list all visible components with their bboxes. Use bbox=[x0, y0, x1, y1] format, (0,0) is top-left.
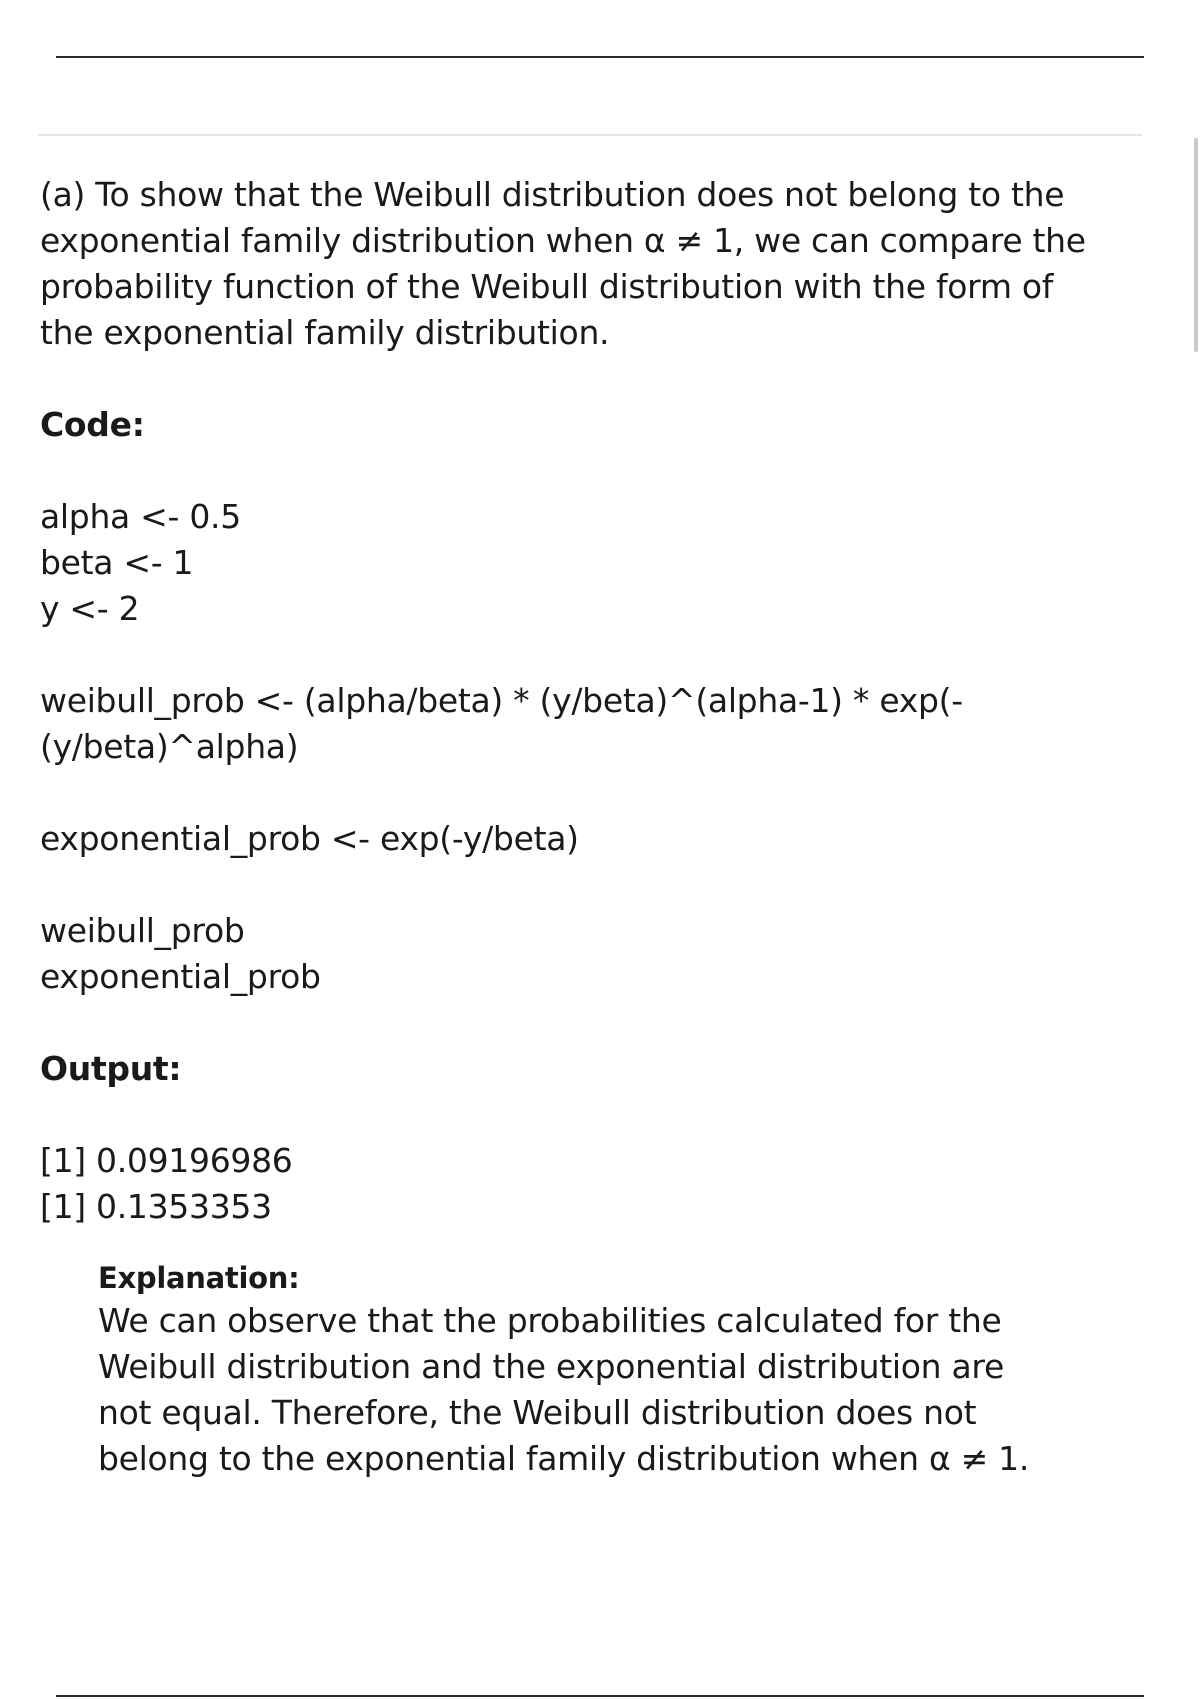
explanation-paragraph bbox=[98, 1298, 1098, 1482]
code-block-assignments bbox=[40, 494, 1150, 632]
code-heading: Code: bbox=[40, 405, 145, 444]
top-divider bbox=[56, 56, 1144, 58]
code-block-exponential bbox=[40, 816, 1150, 862]
explanation-line: Weibull distribution and the exponential distribution are bbox=[98, 1347, 1004, 1386]
code-line: y <- 2 bbox=[40, 589, 140, 628]
bottom-divider bbox=[56, 1695, 1144, 1697]
intro-line: the exponential family distribution. bbox=[40, 313, 610, 352]
scrollbar[interactable] bbox=[1194, 138, 1198, 352]
answer-content bbox=[40, 172, 1150, 1482]
code-line: exponential_prob <- exp(-y/beta) bbox=[40, 819, 579, 858]
intro-line: (a) To show that the Weibull distribution does not belong to the bbox=[40, 175, 1065, 214]
intro-line: exponential family distribution when α ≠ 1, we can compare the bbox=[40, 221, 1086, 260]
code-line: alpha <- 0.5 bbox=[40, 497, 241, 536]
output-block bbox=[40, 1138, 1150, 1230]
output-heading: Output: bbox=[40, 1049, 182, 1088]
intro-paragraph bbox=[40, 172, 1150, 356]
code-line: exponential_prob bbox=[40, 957, 321, 996]
explanation-line: We can observe that the probabilities calculated for the bbox=[98, 1301, 1002, 1340]
explanation-line: belong to the exponential family distribution when α ≠ 1. bbox=[98, 1439, 1030, 1478]
intro-line: probability function of the Weibull distribution with the form of bbox=[40, 267, 1054, 306]
output-line: [1] 0.09196986 bbox=[40, 1141, 293, 1180]
code-line: (y/beta)^alpha) bbox=[40, 727, 299, 766]
explanation-line: not equal. Therefore, the Weibull distribution does not bbox=[98, 1393, 977, 1432]
code-line: weibull_prob <- (alpha/beta) * (y/beta)^(alpha-1) * exp(- bbox=[40, 681, 963, 720]
code-line: weibull_prob bbox=[40, 911, 245, 950]
code-block-weibull bbox=[40, 678, 1150, 770]
explanation-heading: Explanation: bbox=[98, 1261, 300, 1295]
output-line: [1] 0.1353353 bbox=[40, 1187, 272, 1226]
code-line: beta <- 1 bbox=[40, 543, 194, 582]
code-block-print bbox=[40, 908, 1150, 1000]
explanation-section bbox=[98, 1258, 1098, 1482]
